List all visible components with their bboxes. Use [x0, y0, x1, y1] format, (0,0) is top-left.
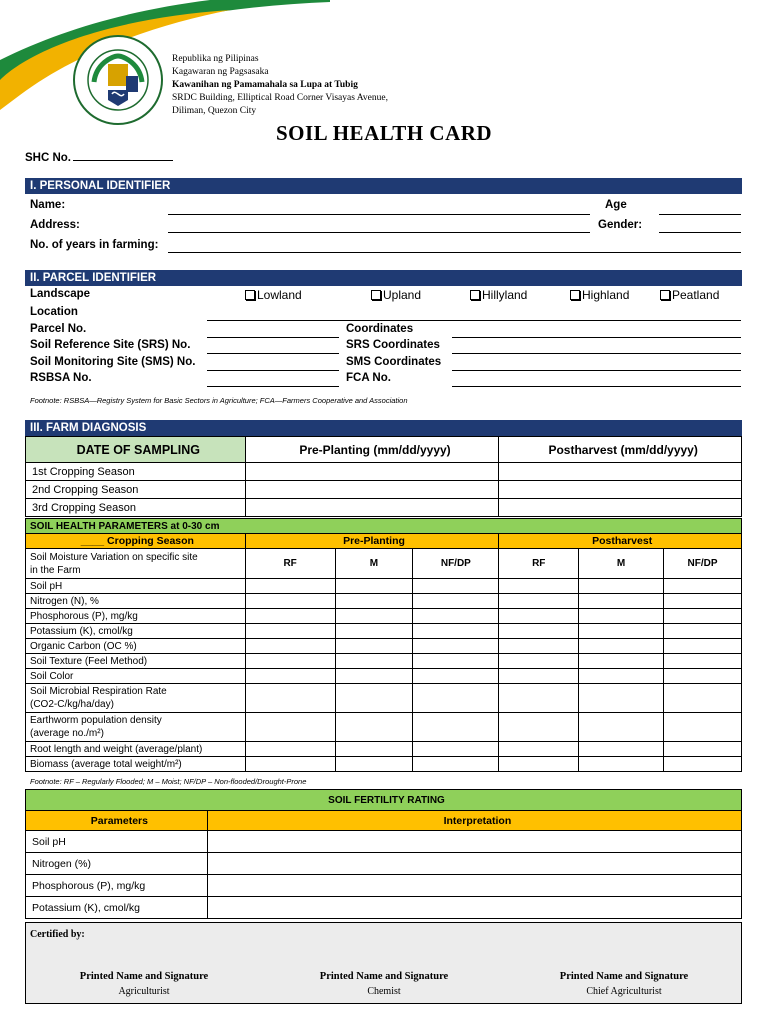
table-row [26, 594, 742, 609]
section-farm-diagnosis: III. FARM DIAGNOSIS [25, 420, 742, 436]
value-cell[interactable] [499, 639, 579, 654]
table-header-row [26, 519, 742, 534]
option-label: Peatland [672, 288, 720, 302]
option-peatland[interactable] [660, 288, 719, 302]
signature-role: Chemist [367, 986, 401, 997]
table-row [26, 624, 742, 639]
value-cell[interactable] [335, 639, 413, 654]
value-cell[interactable] [245, 609, 335, 624]
table-header-row [26, 790, 742, 811]
name-input-line[interactable] [168, 214, 590, 215]
parameter-label [26, 742, 246, 757]
table-row [26, 609, 742, 624]
value-cell[interactable] [579, 742, 664, 757]
signature-chemist[interactable] [294, 971, 474, 997]
parameter-label [26, 684, 246, 713]
table-row [26, 669, 742, 684]
value-cell[interactable] [664, 624, 742, 639]
shc-input-line[interactable] [73, 151, 173, 161]
parameter-label-line: Potassium (K), cmol/kg [30, 625, 133, 637]
parcel-footnote: Footnote: RSBSA—Registry System for Basic Sectors in Agriculture; FCA—Farmers Cooperative and Association [30, 396, 408, 405]
value-cell[interactable] [413, 757, 499, 772]
value-cell[interactable] [579, 639, 664, 654]
value-cell[interactable] [499, 742, 579, 757]
parameter-label [26, 669, 246, 684]
parameter-label-line: Soil Moisture Variation on specific site [30, 551, 198, 563]
value-cell[interactable] [499, 713, 579, 742]
header [0, 0, 768, 120]
sms-coordinates-label: SMS Coordinates [346, 356, 442, 368]
fertility-parameter-label: Soil pH [26, 831, 208, 853]
signature-agriculturist[interactable] [54, 971, 234, 997]
certified-by-label: Certified by: [30, 929, 85, 940]
value-cell[interactable] [413, 624, 499, 639]
value-cell[interactable] [499, 654, 579, 669]
value-cell[interactable] [499, 579, 579, 594]
value-cell[interactable] [579, 609, 664, 624]
table-row [26, 684, 742, 713]
parameter-label [26, 624, 246, 639]
value-cell[interactable] [413, 713, 499, 742]
location-input-line[interactable] [207, 320, 741, 321]
parameter-label [26, 654, 246, 669]
value-cell[interactable] [579, 757, 664, 772]
subcol-header: NF/DP [664, 549, 742, 579]
table-row [26, 481, 742, 499]
parameters-header: Parameters [26, 811, 208, 831]
interpretation-cell[interactable] [207, 875, 741, 897]
option-highland[interactable] [570, 288, 629, 302]
value-cell[interactable] [664, 669, 742, 684]
value-cell[interactable] [499, 684, 579, 713]
option-upland[interactable] [371, 288, 421, 302]
parameter-label-line: Root length and weight (average/plant) [30, 743, 203, 755]
address-input-line[interactable] [168, 232, 590, 233]
table-row [26, 499, 742, 517]
value-cell[interactable] [335, 757, 413, 772]
gender-label: Gender: [598, 219, 643, 231]
signature-chief-agriculturist[interactable] [534, 971, 714, 997]
value-cell[interactable] [413, 609, 499, 624]
value-cell[interactable] [245, 684, 335, 713]
value-cell[interactable] [664, 594, 742, 609]
fertility-parameter-label: Phosphorous (P), mg/kg [26, 875, 208, 897]
date-cell[interactable] [499, 499, 742, 517]
subcol-header: M [579, 549, 664, 579]
parameter-label-line: Soil Color [30, 670, 74, 682]
parameter-label-line: Earthworm population density [30, 715, 162, 726]
section-personal-identifier: I. PERSONAL IDENTIFIER [25, 178, 742, 194]
value-cell[interactable] [579, 654, 664, 669]
years-farming-input-line[interactable] [168, 252, 741, 253]
agency-line: Republika ng Pilipinas [172, 54, 259, 64]
value-cell[interactable] [579, 713, 664, 742]
coordinates-input-line[interactable] [452, 337, 741, 338]
address-label: Address: [30, 219, 80, 231]
name-label: Name: [30, 199, 66, 211]
agency-line: Kawanihan ng Pamamahala sa Lupa at Tubig [172, 80, 358, 90]
table-row [26, 579, 742, 594]
agency-line: SRDC Building, Elliptical Road Corner Visayas Avenue, [172, 93, 388, 103]
pre-planting-header: Pre-Planting [245, 534, 499, 549]
date-cell[interactable] [245, 463, 499, 481]
age-label: Age [605, 199, 627, 211]
value-cell[interactable] [413, 639, 499, 654]
table-row [26, 639, 742, 654]
value-cell[interactable] [499, 609, 579, 624]
season-label: 1st Cropping Season [26, 463, 246, 481]
parameter-label [26, 579, 246, 594]
value-cell[interactable] [245, 654, 335, 669]
value-cell[interactable] [579, 594, 664, 609]
table-row [26, 875, 742, 897]
value-cell[interactable] [335, 609, 413, 624]
parameters-footnote: Footnote: RF – Regularly Flooded; M – Moist; NF/DP – Non-flooded/Drought-Prone [30, 777, 307, 786]
value-cell[interactable] [335, 713, 413, 742]
value-cell[interactable] [499, 594, 579, 609]
value-cell[interactable] [413, 594, 499, 609]
table-row [26, 853, 742, 875]
subcol-header: NF/DP [413, 549, 499, 579]
coordinates-label: Coordinates [346, 323, 414, 335]
interpretation-cell[interactable] [207, 853, 741, 875]
postharvest-header: Postharvest [499, 534, 742, 549]
sampling-dates-table [25, 436, 742, 517]
date-of-sampling-header: DATE OF SAMPLING [26, 437, 246, 463]
table-row [26, 463, 742, 481]
signature-caption: Printed Name and Signature [319, 971, 449, 982]
checkbox-icon[interactable] [570, 290, 580, 300]
interpretation-header: Interpretation [207, 811, 741, 831]
table-header-row [26, 437, 742, 463]
postharvest-date-header: Postharvest (mm/dd/yyyy) [499, 437, 742, 463]
value-cell[interactable] [664, 654, 742, 669]
signature-role: Chief Agriculturist [586, 986, 662, 997]
soil-health-parameters-table [25, 518, 742, 772]
interpretation-cell[interactable] [207, 897, 741, 919]
value-cell[interactable] [664, 713, 742, 742]
cropping-season-header: ____ Cropping Season [26, 534, 246, 549]
value-cell[interactable] [335, 594, 413, 609]
date-cell[interactable] [245, 481, 499, 499]
value-cell[interactable] [245, 742, 335, 757]
value-cell[interactable] [499, 757, 579, 772]
parameter-label [26, 639, 246, 654]
certification-box [25, 922, 742, 1004]
value-cell[interactable] [245, 639, 335, 654]
value-cell[interactable] [664, 579, 742, 594]
subcol-header: M [335, 549, 413, 579]
parameter-label-line: (CO2-C/kg/ha/day) [30, 699, 114, 710]
soil-fertility-rating-table [25, 789, 742, 919]
value-cell[interactable] [413, 742, 499, 757]
checkbox-icon[interactable] [245, 290, 255, 300]
value-cell[interactable] [664, 684, 742, 713]
value-cell[interactable] [579, 669, 664, 684]
parameter-label-line: Soil pH [30, 580, 63, 592]
gender-input-line[interactable] [659, 232, 741, 233]
value-cell[interactable] [335, 684, 413, 713]
subcol-header: RF [245, 549, 335, 579]
department-seal-logo [72, 34, 164, 126]
sms-no-input-line[interactable] [207, 370, 339, 371]
value-cell[interactable] [335, 669, 413, 684]
parameter-label-line: Organic Carbon (OC %) [30, 640, 137, 652]
signature-caption: Printed Name and Signature [559, 971, 689, 982]
option-hillyland[interactable] [470, 288, 527, 302]
value-cell[interactable] [245, 579, 335, 594]
soil-fertility-rating-title: SOIL FERTILITY RATING [26, 790, 742, 811]
srs-no-input-line[interactable] [207, 353, 339, 354]
value-cell[interactable] [335, 579, 413, 594]
parameter-label [26, 713, 246, 742]
table-row [26, 742, 742, 757]
table-row [26, 549, 742, 579]
signature-caption: Printed Name and Signature [79, 971, 209, 982]
date-cell[interactable] [499, 463, 742, 481]
soil-health-parameters-title: SOIL HEALTH PARAMETERS at 0-30 cm [26, 519, 742, 534]
table-row [26, 654, 742, 669]
value-cell[interactable] [579, 624, 664, 639]
agency-address-block [172, 53, 388, 118]
option-label: Lowland [257, 288, 302, 302]
agency-line: Kagawaran ng Pagsasaka [172, 67, 269, 77]
section-parcel-identifier: II. PARCEL IDENTIFIER [25, 270, 742, 286]
table-row [26, 831, 742, 853]
date-cell[interactable] [499, 481, 742, 499]
parameter-label-line: Soil Microbial Respiration Rate [30, 686, 167, 697]
value-cell[interactable] [413, 579, 499, 594]
value-cell[interactable] [579, 579, 664, 594]
parameter-label-line: Soil Texture (Feel Method) [30, 655, 148, 667]
value-cell[interactable] [245, 713, 335, 742]
location-label: Location [30, 306, 78, 318]
value-cell[interactable] [664, 742, 742, 757]
parcel-no-input-line[interactable] [207, 337, 339, 338]
srs-no-label: Soil Reference Site (SRS) No. [30, 339, 191, 351]
season-label: 3rd Cropping Season [26, 499, 246, 517]
parameter-label [26, 594, 246, 609]
value-cell[interactable] [413, 669, 499, 684]
fertility-parameter-label: Nitrogen (%) [26, 853, 208, 875]
option-label: Hillyland [482, 288, 528, 302]
value-cell[interactable] [335, 742, 413, 757]
rsbsa-no-label: RSBSA No. [30, 372, 92, 384]
shc-label: SHC No. [25, 152, 71, 164]
sms-coordinates-input-line[interactable] [452, 370, 741, 371]
page-title: SOIL HEALTH CARD [275, 121, 493, 145]
parameter-label-line: Biomass (average total weight/m²) [30, 758, 182, 770]
value-cell[interactable] [245, 669, 335, 684]
checkbox-icon[interactable] [470, 290, 480, 300]
table-header-row [26, 811, 742, 831]
parameter-label [26, 609, 246, 624]
table-row [26, 757, 742, 772]
value-cell[interactable] [245, 624, 335, 639]
value-cell[interactable] [664, 609, 742, 624]
date-cell[interactable] [245, 499, 499, 517]
sms-no-label: Soil Monitoring Site (SMS) No. [30, 356, 196, 368]
option-lowland[interactable] [245, 288, 302, 302]
srs-coordinates-input-line[interactable] [452, 353, 741, 354]
parameter-label-line: in the Farm [30, 564, 81, 576]
subcol-header: RF [499, 549, 579, 579]
table-row [26, 713, 742, 742]
parameter-label [26, 549, 246, 579]
years-farming-label: No. of years in farming: [30, 239, 159, 251]
checkbox-icon[interactable] [660, 290, 670, 300]
signature-role: Agriculturist [118, 986, 170, 997]
parameter-label [26, 757, 246, 772]
value-cell[interactable] [413, 654, 499, 669]
value-cell[interactable] [579, 684, 664, 713]
value-cell[interactable] [245, 757, 335, 772]
option-label: Upland [383, 288, 422, 302]
fertility-parameter-label: Potassium (K), cmol/kg [26, 897, 208, 919]
fca-no-label: FCA No. [346, 372, 391, 384]
agency-line: Diliman, Quezon City [172, 106, 257, 116]
value-cell[interactable] [335, 624, 413, 639]
value-cell[interactable] [499, 624, 579, 639]
parameter-label-line: Phosphorous (P), mg/kg [30, 610, 138, 622]
value-cell[interactable] [664, 639, 742, 654]
value-cell[interactable] [413, 684, 499, 713]
age-input-line[interactable] [659, 214, 741, 215]
table-row [26, 897, 742, 919]
parcel-no-label: Parcel No. [30, 323, 87, 335]
value-cell[interactable] [499, 669, 579, 684]
checkbox-icon[interactable] [371, 290, 381, 300]
interpretation-cell[interactable] [207, 831, 741, 853]
value-cell[interactable] [664, 757, 742, 772]
rsbsa-no-input-line[interactable] [207, 386, 339, 387]
srs-coordinates-label: SRS Coordinates [346, 339, 440, 351]
table-header-row [26, 534, 742, 549]
option-label: Highland [582, 288, 630, 302]
value-cell[interactable] [335, 654, 413, 669]
value-cell[interactable] [245, 594, 335, 609]
season-label: 2nd Cropping Season [26, 481, 246, 499]
fca-no-input-line[interactable] [452, 386, 741, 387]
parameter-label-line: (average no./m²) [30, 728, 104, 739]
landscape-label: Landscape [30, 288, 91, 300]
shc-number-field[interactable] [25, 151, 173, 164]
parameter-label-line: Nitrogen (N), % [30, 595, 99, 607]
pre-planting-date-header: Pre-Planting (mm/dd/yyyy) [245, 437, 499, 463]
